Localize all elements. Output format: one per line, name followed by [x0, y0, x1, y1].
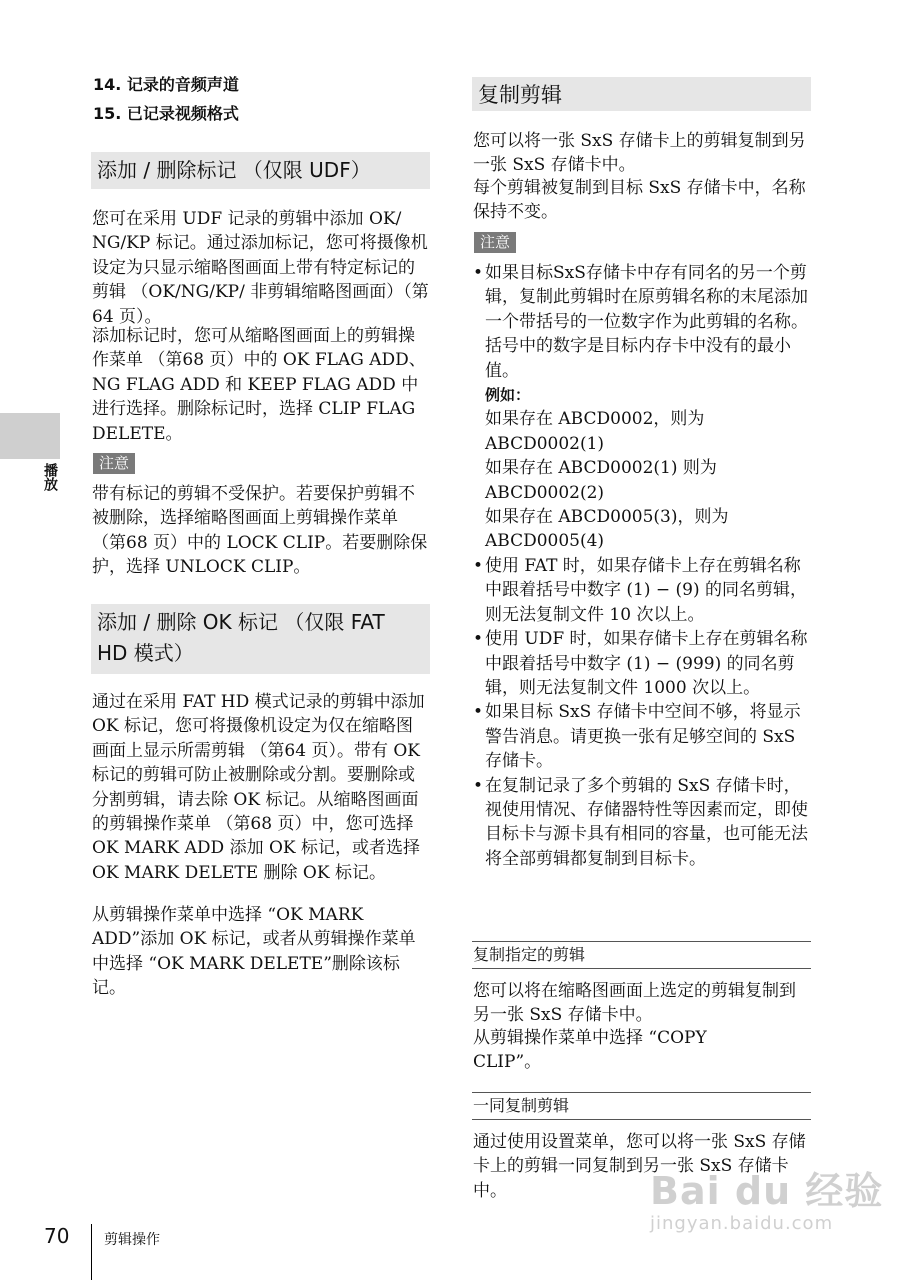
- subsection-heading-copy-selected: 复制指定的剪辑: [472, 941, 811, 969]
- paragraph: 添加标记时，您可从缩略图画面上的剪辑操作菜单 （第68 页）中的 OK FLAG ADD、 NG FLAG ADD 和 KEEP FLAG ADD 中进行选择。删除标记时，选择 CLIP FLAG DELETE。: [92, 326, 426, 444]
- baidu-watermark: [650, 1160, 883, 1234]
- subsection-heading-copy-all: 一同复制剪辑: [472, 1092, 811, 1120]
- page-number: 70: [44, 1224, 70, 1248]
- paragraph: 您可以将在缩略图画面上选定的剪辑复制到另一张 SxS 存储卡中。: [473, 981, 796, 1026]
- bullet-item: • 如果目标SxS存储卡中存有同名的另一个剪辑，复制此剪辑时在原剪辑名称的末尾添加一个带括号的一位数字作为此剪辑的名称。 括号中的数字是目标内存卡中没有的最小值。 例如： 如果存在 ABCD0002，则为 ABCD0002(1) 如果存在 ABCD0002(1) 则为 ABCD0002(2) 如果存在 ABCD0005(3)，则为 ABCD0005(4): [473, 261, 813, 554]
- paragraph: 从剪辑操作菜单中选择 “OK MARK ADD”添加 OK 标记，或者从剪辑操作菜单中选择 “OK MARK DELETE”删除该标记。: [92, 905, 416, 999]
- watermark-brand: Bai du 经验: [650, 1169, 884, 1213]
- side-tab-marker: [0, 413, 60, 459]
- paragraph: 通过在采用 FAT HD 模式记录的剪辑中添加 OK 标记，您可将摄像机设定为仅在缩略图画面上显示所需剪辑 （第64 页）。带有 OK 标记的剪辑可防止被删除或分割。要删除或分割剪辑，请去除 OK 标记。从缩略图画面的剪辑操作菜单 （第68 页）中，您可选择 OK MARK ADD 添加 OK 标记，或者选择 OK MARK DELETE 删除 OK 标记。: [92, 692, 425, 883]
- list-item: 14. 记录的音频声道: [93, 75, 239, 94]
- footer-divider: [91, 1224, 92, 1280]
- section-heading-copy-clip: 复制剪辑: [472, 77, 811, 111]
- note-text: 带有标记的剪辑不受保护。若要保护剪辑不被删除，选择缩略图画面上剪辑操作菜单 （第68 页）中的 LOCK CLIP。若要删除保护，选择 UNLOCK CLIP。: [92, 484, 428, 578]
- list-item: 15. 已记录视频格式: [93, 104, 239, 123]
- side-section-label: 播放: [42, 463, 58, 491]
- bullet-item: • 如果目标 SxS 存储卡中空间不够，将显示警告消息。请更换一张有足够空间的 SxS 存储卡。: [473, 700, 813, 773]
- paragraph: 通过使用设置菜单，您可以将一张 SxS 存储卡上的剪辑一同复制到另一张 SxS 存储卡中。: [473, 1132, 806, 1201]
- paragraph: 您可以将一张 SxS 存储卡上的剪辑复制到另一张 SxS 存储卡中。: [473, 131, 806, 176]
- example-label: 例如：: [485, 386, 531, 405]
- top-list: [93, 70, 239, 128]
- note-label: 注意: [93, 453, 135, 474]
- section-heading-add-flag: 添加 / 删除标记 （仅限 UDF）: [91, 152, 430, 189]
- section-heading-ok-mark: 添加 / 删除 OK 标记 （仅限 FAT HD 模式）: [91, 604, 430, 674]
- paragraph: 从剪辑操作菜单中选择 “COPY CLIP”。: [473, 1028, 707, 1073]
- footer-section-label: 剪辑操作: [104, 1232, 160, 1248]
- bullet-item: • 使用 UDF 时，如果存储卡上存在剪辑名称中跟着括号中数字 (1) − (999) 的同名剪辑，则无法复制文件 1000 次以上。: [473, 627, 813, 700]
- paragraph: 您可在采用 UDF 记录的剪辑中添加 OK/ NG/KP 标记。通过添加标记，您可将摄像机设定为只显示缩略图画面上带有特定标记的剪辑 （OK/NG/KP/ 非剪辑缩略图画面）（第64 页）。: [92, 209, 429, 327]
- bullet-item: • 在复制记录了多个剪辑的 SxS 存储卡时，视使用情况、存储器特性等因素而定，即使目标卡与源卡具有相同的容量，也可能无法将全部剪辑都复制到目标卡。: [473, 774, 813, 872]
- bullet-item: • 使用 FAT 时，如果存储卡上存在剪辑名称中跟着括号中数字 (1) − (9) 的同名剪辑，则无法复制文件 10 次以上。: [473, 554, 813, 627]
- note-bullet-list: [473, 261, 813, 871]
- paragraph: 每个剪辑被复制到目标 SxS 存储卡中，名称保持不变。: [473, 178, 806, 223]
- note-label: 注意: [474, 232, 516, 253]
- watermark-url: jingyan.baidu.com: [650, 1213, 834, 1234]
